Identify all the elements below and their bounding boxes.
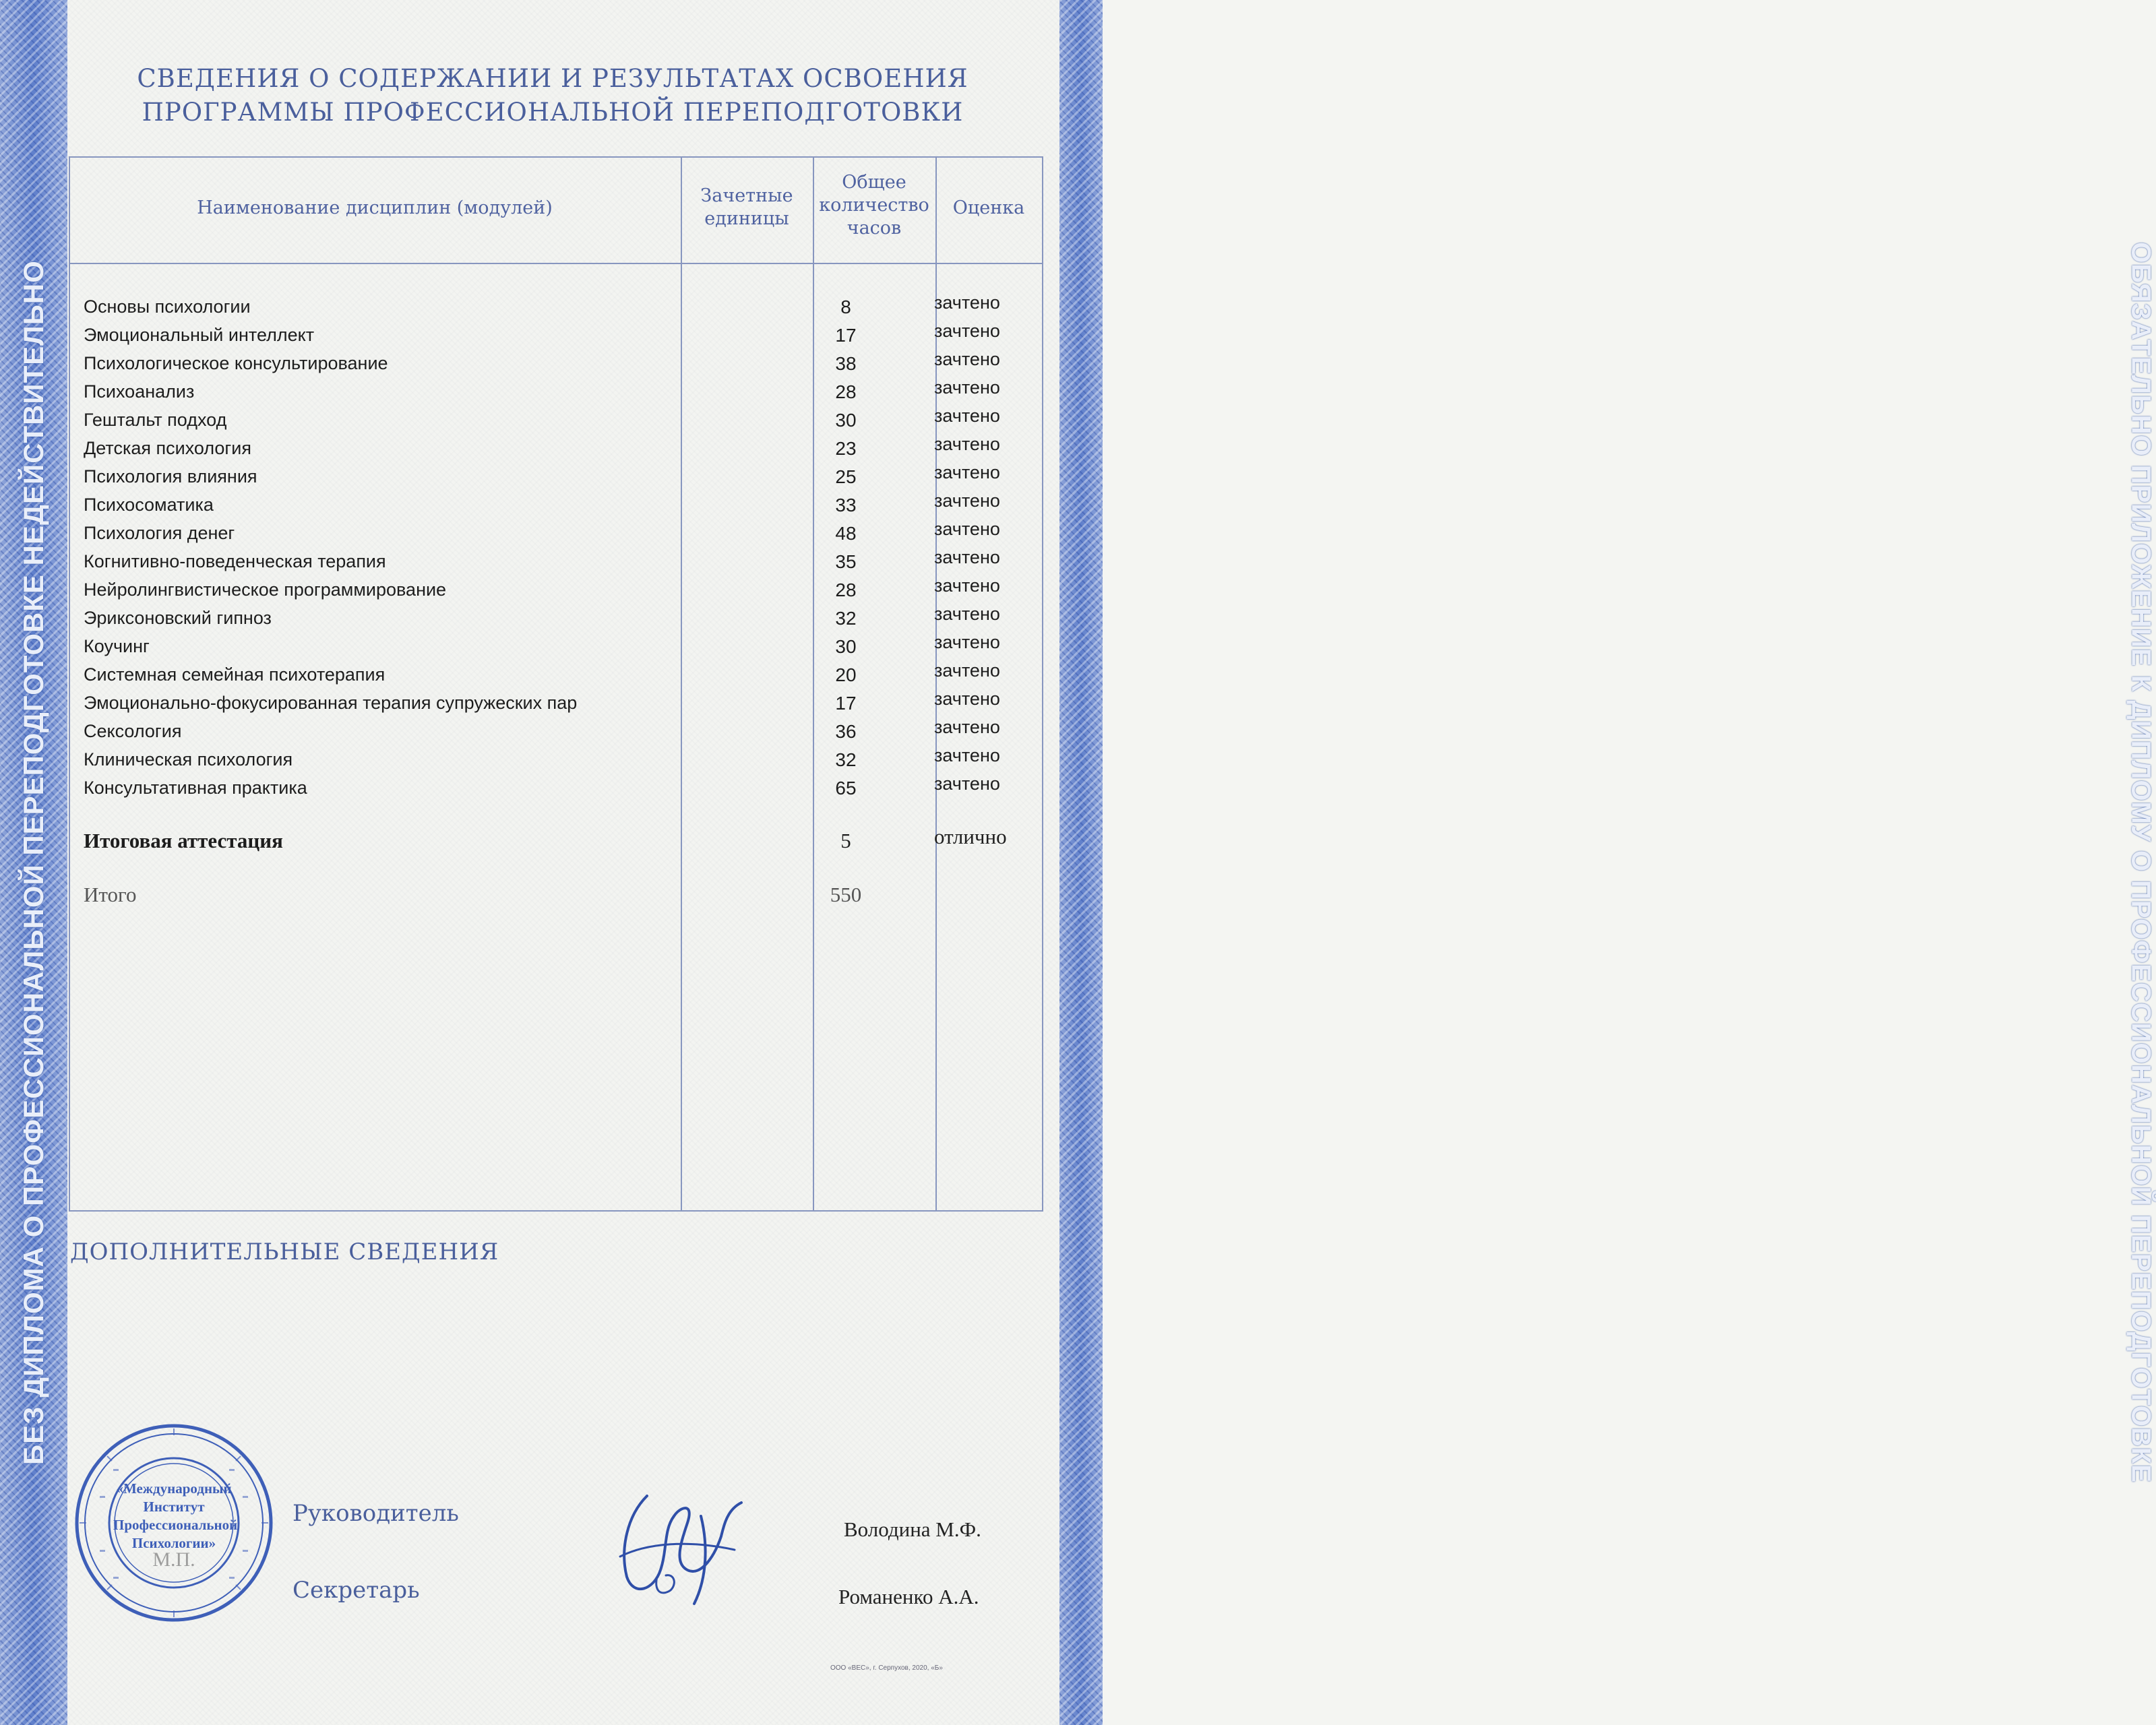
- secretary-name: Романенко А.А.: [838, 1585, 979, 1608]
- table-row: [69, 575, 1043, 608]
- discipline-name: Психология влияния: [84, 466, 257, 487]
- table-row: [69, 349, 1043, 381]
- discipline-hours: 32: [835, 608, 857, 629]
- discipline-grade: зачтено: [934, 745, 1000, 765]
- table-body: [69, 156, 1043, 1212]
- discipline-grade: зачтено: [934, 689, 1000, 709]
- seal-text-line1: «Международный: [116, 1480, 232, 1497]
- discipline-grade: зачтено: [934, 632, 1000, 652]
- table-row: [69, 406, 1043, 438]
- header-credits-line1: Зачетные: [700, 185, 793, 206]
- official-seal: [73, 1422, 275, 1624]
- discipline-hours: 33: [835, 495, 857, 515]
- discipline-name: Коучинг: [84, 636, 150, 656]
- table-row: [69, 547, 1043, 579]
- discipline-name: Эмоционально-фокусированная терапия супружеских пар: [84, 693, 578, 713]
- seal-text-line4: Психологии»: [131, 1535, 216, 1551]
- discipline-hours: 17: [835, 325, 857, 346]
- head-label: Руководитель: [292, 1500, 459, 1527]
- discipline-name: Эриксоновский гипноз: [84, 608, 272, 628]
- discipline-grade: зачтено: [934, 292, 1000, 313]
- discipline-grade: зачтено: [934, 406, 1000, 426]
- discipline-hours: 32: [835, 749, 857, 770]
- discipline-name: Сексология: [84, 721, 182, 741]
- total-label: Итого: [84, 883, 137, 906]
- discipline-grade: зачтено: [934, 519, 1000, 539]
- handwritten-signature: [607, 1476, 755, 1610]
- table-row: [69, 292, 1043, 325]
- discipline-hours: 20: [835, 664, 857, 685]
- discipline-grade: зачтено: [934, 377, 1000, 398]
- signature-graphic: [607, 1476, 755, 1610]
- seal-inner-text: [113, 1480, 238, 1552]
- final-attestation-grade: отлично: [934, 825, 1007, 848]
- table-row: [69, 660, 1043, 693]
- seal-text-line2: Институт: [143, 1499, 205, 1515]
- table-row: [69, 604, 1043, 636]
- discipline-name: Психология денег: [84, 523, 235, 543]
- total-hours: 550: [830, 883, 862, 906]
- discipline-grade: зачтено: [934, 462, 1000, 482]
- discipline-name: Психосоматика: [84, 495, 214, 515]
- security-border-right: [1059, 0, 2156, 1725]
- header-hours-line3: часов: [846, 218, 902, 239]
- discipline-hours: 8: [840, 296, 851, 317]
- discipline-grade: зачтено: [934, 434, 1000, 454]
- discipline-name: Психологическое консультирование: [84, 353, 388, 373]
- discipline-grade: зачтено: [934, 575, 1000, 596]
- discipline-hours: 30: [835, 636, 857, 657]
- header-hours-line2: количество: [819, 195, 929, 216]
- seal-mp: М.П.: [152, 1548, 195, 1571]
- discipline-grade: зачтено: [934, 491, 1000, 511]
- discipline-hours: 48: [835, 523, 857, 544]
- table-row: [69, 462, 1043, 495]
- secretary-label: Секретарь: [292, 1577, 420, 1604]
- table-row: [69, 491, 1043, 523]
- discipline-grade: зачтено: [934, 774, 1000, 794]
- discipline-name: Гештальт подход: [84, 410, 227, 430]
- discipline-hours: 36: [835, 721, 857, 742]
- header-grade: Оценка: [952, 197, 1025, 218]
- total-row: [69, 883, 1043, 911]
- discipline-name: Психоанализ: [84, 381, 195, 402]
- final-attestation-name: Итоговая аттестация: [84, 829, 283, 852]
- seal-text-line3: Профессиональной: [113, 1517, 238, 1533]
- discipline-name: Детская психология: [84, 438, 251, 458]
- printer-note: ООО «ВЕС», г. Серпухов, 2020, «Б»: [830, 1664, 943, 1672]
- table-row: [69, 519, 1043, 551]
- table-row: [69, 632, 1043, 664]
- table-row: [69, 745, 1043, 778]
- discipline-name: Системная семейная психотерапия: [84, 664, 386, 685]
- discipline-hours: 17: [835, 693, 857, 714]
- discipline-hours: 30: [835, 410, 857, 431]
- table-row: [69, 377, 1043, 410]
- discipline-name: Основы психологии: [84, 296, 251, 317]
- final-attestation-hours: 5: [840, 829, 851, 852]
- discipline-hours: 25: [835, 466, 857, 487]
- discipline-hours: 28: [835, 579, 857, 600]
- discipline-name: Эмоциональный интеллект: [84, 325, 315, 345]
- discipline-grade: зачтено: [934, 604, 1000, 624]
- discipline-name: Когнитивно-поведенческая терапия: [84, 551, 386, 571]
- disciplines-table: [69, 156, 1043, 1212]
- discipline-hours: 65: [835, 778, 857, 798]
- header-credits-line2: единицы: [704, 208, 789, 229]
- table-row: [69, 774, 1043, 806]
- discipline-name: Клиническая психология: [84, 749, 293, 770]
- discipline-hours: 38: [835, 353, 857, 374]
- discipline-grade: зачтено: [934, 660, 1000, 681]
- discipline-hours: 28: [835, 381, 857, 402]
- table-row: [69, 434, 1043, 466]
- discipline-grade: зачтено: [934, 717, 1000, 737]
- table-row: [69, 717, 1043, 749]
- table-row: [69, 321, 1043, 353]
- table-row: [69, 689, 1043, 721]
- discipline-hours: 35: [835, 551, 857, 572]
- head-name: Володина М.Ф.: [844, 1517, 981, 1541]
- header-discipline-name: Наименование дисциплин (модулей): [197, 197, 553, 218]
- page-title-line2: ПРОГРАММЫ ПРОФЕССИОНАЛЬНОЙ ПЕРЕПОДГОТОВКИ: [142, 98, 964, 127]
- security-border-left: [0, 0, 67, 1725]
- discipline-name: Нейролингвистическое программирование: [84, 579, 447, 600]
- discipline-grade: зачтено: [934, 349, 1000, 369]
- final-attestation-row: [69, 825, 1043, 857]
- border-text-left: БЕЗ ДИПЛОМА О ПРОФЕССИОНАЛЬНОЙ ПЕРЕПОДГОТОВКЕ НЕДЕЙСТВИТЕЛЬНО: [18, 260, 49, 1465]
- discipline-grade: зачтено: [934, 321, 1000, 341]
- header-hours-line1: Общее: [842, 172, 906, 193]
- border-text-right: ОБЯЗАТЕЛЬНО ПРИЛОЖЕНИЕ К ДИПЛОМУ О ПРОФЕССИОНАЛЬНОЙ ПЕРЕПОДГОТОВКЕ: [2126, 242, 2156, 1483]
- page-title-line1: СВЕДЕНИЯ О СОДЕРЖАНИИ И РЕЗУЛЬТАТАХ ОСВОЕНИЯ: [137, 64, 968, 93]
- discipline-hours: 23: [835, 438, 857, 459]
- discipline-grade: зачтено: [934, 547, 1000, 567]
- discipline-name: Консультативная практика: [84, 778, 307, 798]
- additional-info-heading: ДОПОЛНИТЕЛЬНЫЕ СВЕДЕНИЯ: [70, 1238, 499, 1265]
